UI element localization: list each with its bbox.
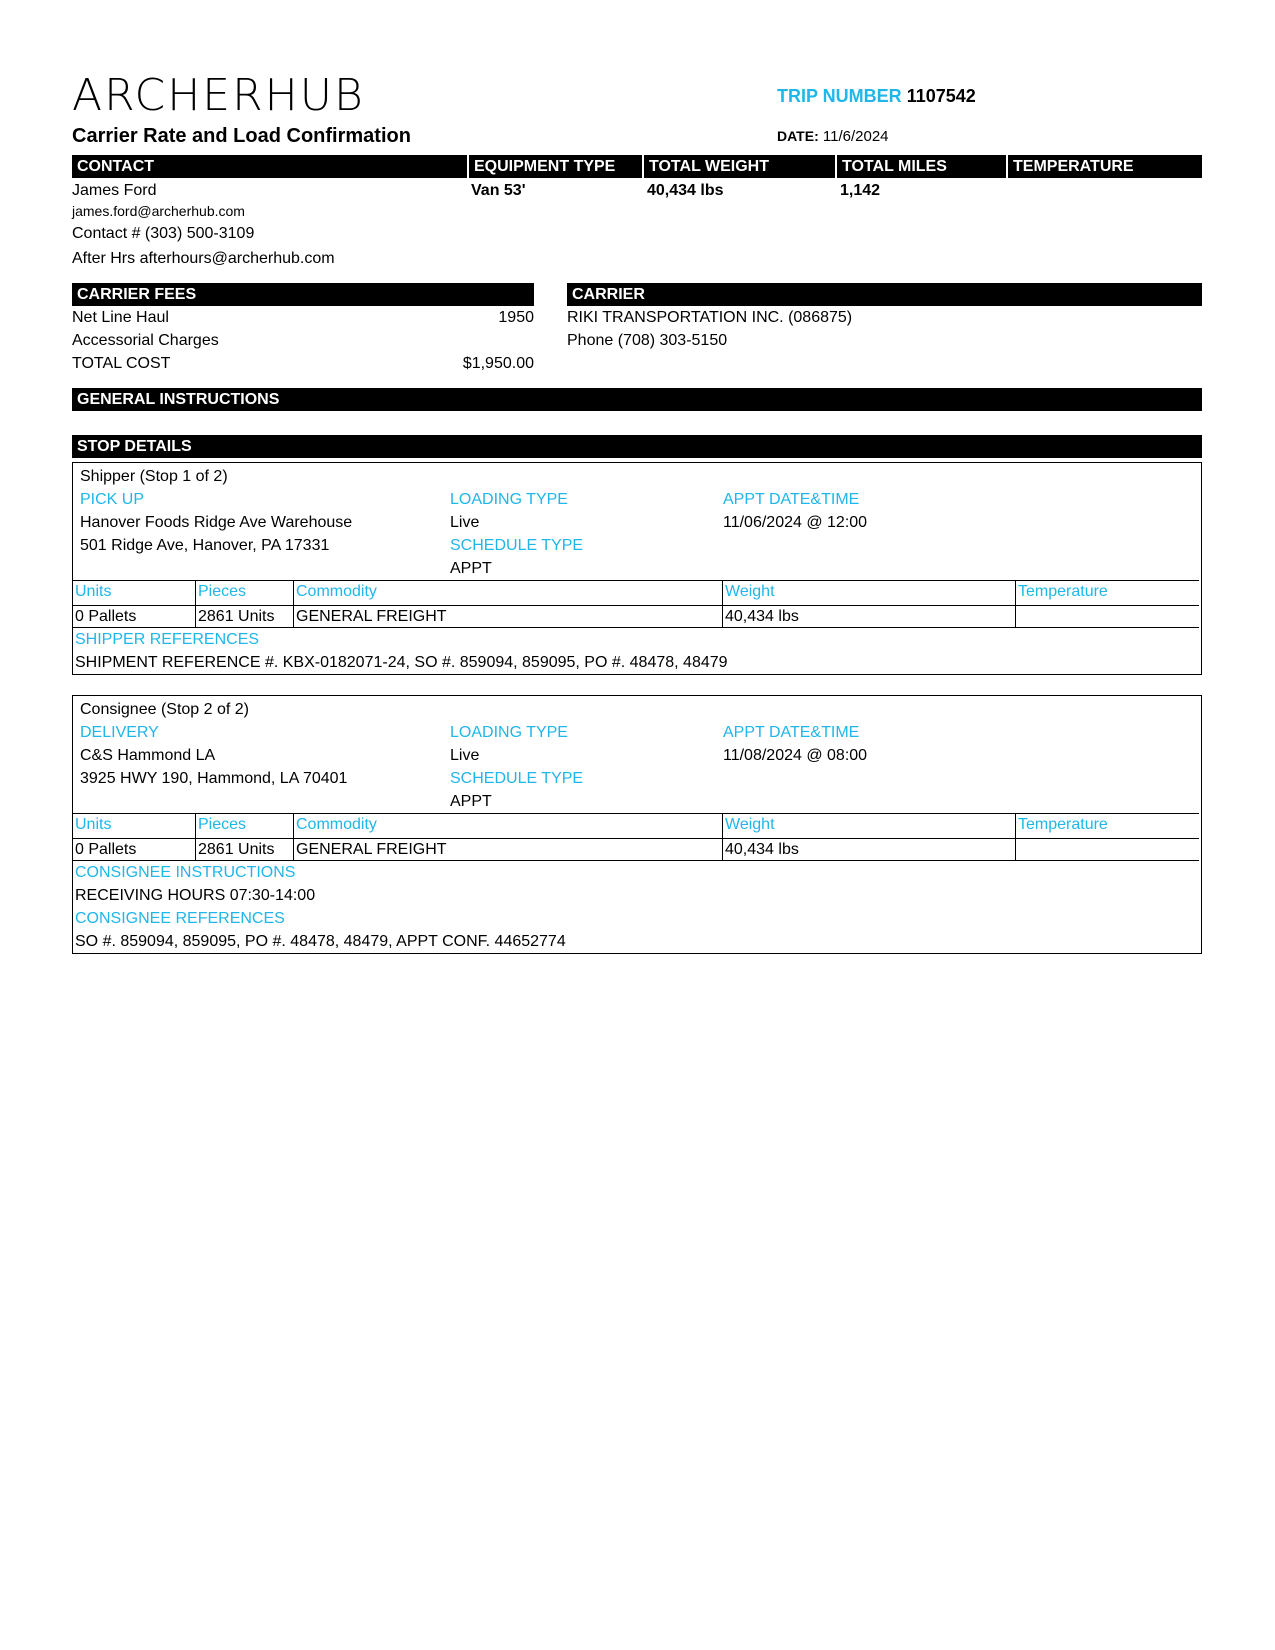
contact-header: CONTACT (72, 155, 467, 178)
commodity-header: Commodity (296, 816, 377, 833)
schedule-type-value: APPT (450, 560, 492, 577)
stop-card-shipper (72, 462, 1202, 675)
consignee-references-text: SO #. 859094, 859095, PO #. 48478, 48479, APPT CONF. 44652774 (75, 933, 566, 950)
stop-address: 3925 HWY 190, Hammond, LA 70401 (80, 770, 348, 787)
table-border (722, 813, 723, 860)
loading-type-value: Live (450, 514, 480, 531)
table-border (73, 605, 1199, 606)
commodity-value: GENERAL FREIGHT (296, 608, 447, 625)
stop-location-name: C&S Hammond LA (80, 747, 216, 764)
stop-card-consignee (72, 695, 1202, 954)
units-value: 0 Pallets (75, 841, 137, 858)
table-border (195, 813, 196, 860)
shipper-references-label: SHIPPER REFERENCES (75, 631, 260, 648)
accessorial-label: Accessorial Charges (72, 332, 219, 349)
appt-datetime-label: APPT DATE&TIME (723, 491, 860, 508)
date-value: 11/6/2024 (822, 128, 889, 145)
units-header: Units (75, 583, 112, 600)
table-border (73, 838, 1199, 839)
equipment-type-header: EQUIPMENT TYPE (469, 155, 642, 178)
trip-number-value: 1107542 (906, 86, 976, 106)
temperature-header: Temperature (1018, 583, 1108, 600)
after-hours-contact: After Hrs afterhours@archerhub.com (72, 250, 335, 267)
equipment-type-value: Van 53' (471, 182, 526, 199)
contact-email[interactable]: james.ford@archerhub.com (72, 203, 245, 219)
temperature-header: TEMPERATURE (1008, 155, 1202, 178)
table-border (1015, 813, 1016, 860)
carrier-fees-header: CARRIER FEES (72, 283, 534, 306)
appt-datetime-value: 11/06/2024 @ 12:00 (723, 514, 868, 531)
consignee-references-label: CONSIGNEE REFERENCES (75, 910, 285, 927)
temperature-header: Temperature (1018, 816, 1108, 833)
weight-header: Weight (725, 583, 775, 600)
stop-title: Consignee (Stop 2 of 2) (80, 701, 249, 718)
company-logo: ARCHERHUB (72, 70, 365, 121)
loading-type-label: LOADING TYPE (450, 724, 568, 741)
table-border (73, 627, 1199, 628)
total-cost-label: TOTAL COST (72, 355, 171, 372)
total-weight-header: TOTAL WEIGHT (644, 155, 835, 178)
table-border (722, 580, 723, 627)
units-header: Units (75, 816, 112, 833)
stop-details-header: STOP DETAILS (72, 435, 1202, 458)
carrier-header: CARRIER (567, 283, 1202, 306)
pieces-header: Pieces (198, 583, 247, 600)
date-label: DATE: (777, 128, 819, 144)
schedule-type-value: APPT (450, 793, 492, 810)
stop-title: Shipper (Stop 1 of 2) (80, 468, 228, 485)
table-border (73, 813, 1199, 814)
page-title: Carrier Rate and Load Confirmation (72, 125, 411, 147)
appt-datetime-value: 11/08/2024 @ 08:00 (723, 747, 868, 764)
stop-type-label: PICK UP (80, 491, 145, 508)
weight-value: 40,434 lbs (725, 608, 799, 625)
weight-header: Weight (725, 816, 775, 833)
pieces-value: 2861 Units (198, 608, 275, 625)
commodity-value: GENERAL FREIGHT (296, 841, 447, 858)
pieces-header: Pieces (198, 816, 247, 833)
total-cost-value: $1,950.00 (462, 355, 534, 372)
contact-name: James Ford (72, 182, 157, 199)
appt-datetime-label: APPT DATE&TIME (723, 724, 860, 741)
stop-type-label: DELIVERY (80, 724, 159, 741)
total-weight-value: 40,434 lbs (647, 182, 724, 199)
trip-number-label: TRIP NUMBER (777, 86, 902, 106)
general-instructions-header: GENERAL INSTRUCTIONS (72, 388, 1202, 411)
table-border (293, 813, 294, 860)
table-border (73, 860, 1199, 861)
units-value: 0 Pallets (75, 608, 137, 625)
table-border (293, 580, 294, 627)
schedule-type-label: SCHEDULE TYPE (450, 537, 584, 554)
total-miles-value: 1,142 (840, 182, 881, 199)
schedule-type-label: SCHEDULE TYPE (450, 770, 584, 787)
consignee-instructions-label: CONSIGNEE INSTRUCTIONS (75, 864, 296, 881)
carrier-name: RIKI TRANSPORTATION INC. (086875) (567, 309, 853, 326)
shipper-references-text: SHIPMENT REFERENCE #. KBX-0182071-24, SO #. 859094, 859095, PO #. 48478, 48479 (75, 654, 728, 671)
pieces-value: 2861 Units (198, 841, 275, 858)
total-miles-header: TOTAL MILES (837, 155, 1006, 178)
table-border (1015, 580, 1016, 627)
trip-number (777, 86, 976, 107)
weight-value: 40,434 lbs (725, 841, 799, 858)
line-haul-value: 1950 (498, 309, 534, 326)
loading-type-value: Live (450, 747, 480, 764)
contact-phone: Contact # (303) 500-3109 (72, 225, 255, 242)
line-haul-label: Net Line Haul (72, 309, 169, 326)
document-date (777, 128, 889, 145)
table-border (73, 580, 1199, 581)
commodity-header: Commodity (296, 583, 377, 600)
carrier-phone: Phone (708) 303-5150 (567, 332, 728, 349)
stop-location-name: Hanover Foods Ridge Ave Warehouse (80, 514, 353, 531)
stop-address: 501 Ridge Ave, Hanover, PA 17331 (80, 537, 330, 554)
loading-type-label: LOADING TYPE (450, 491, 568, 508)
table-border (195, 580, 196, 627)
consignee-instructions-text: RECEIVING HOURS 07:30-14:00 (75, 887, 316, 904)
